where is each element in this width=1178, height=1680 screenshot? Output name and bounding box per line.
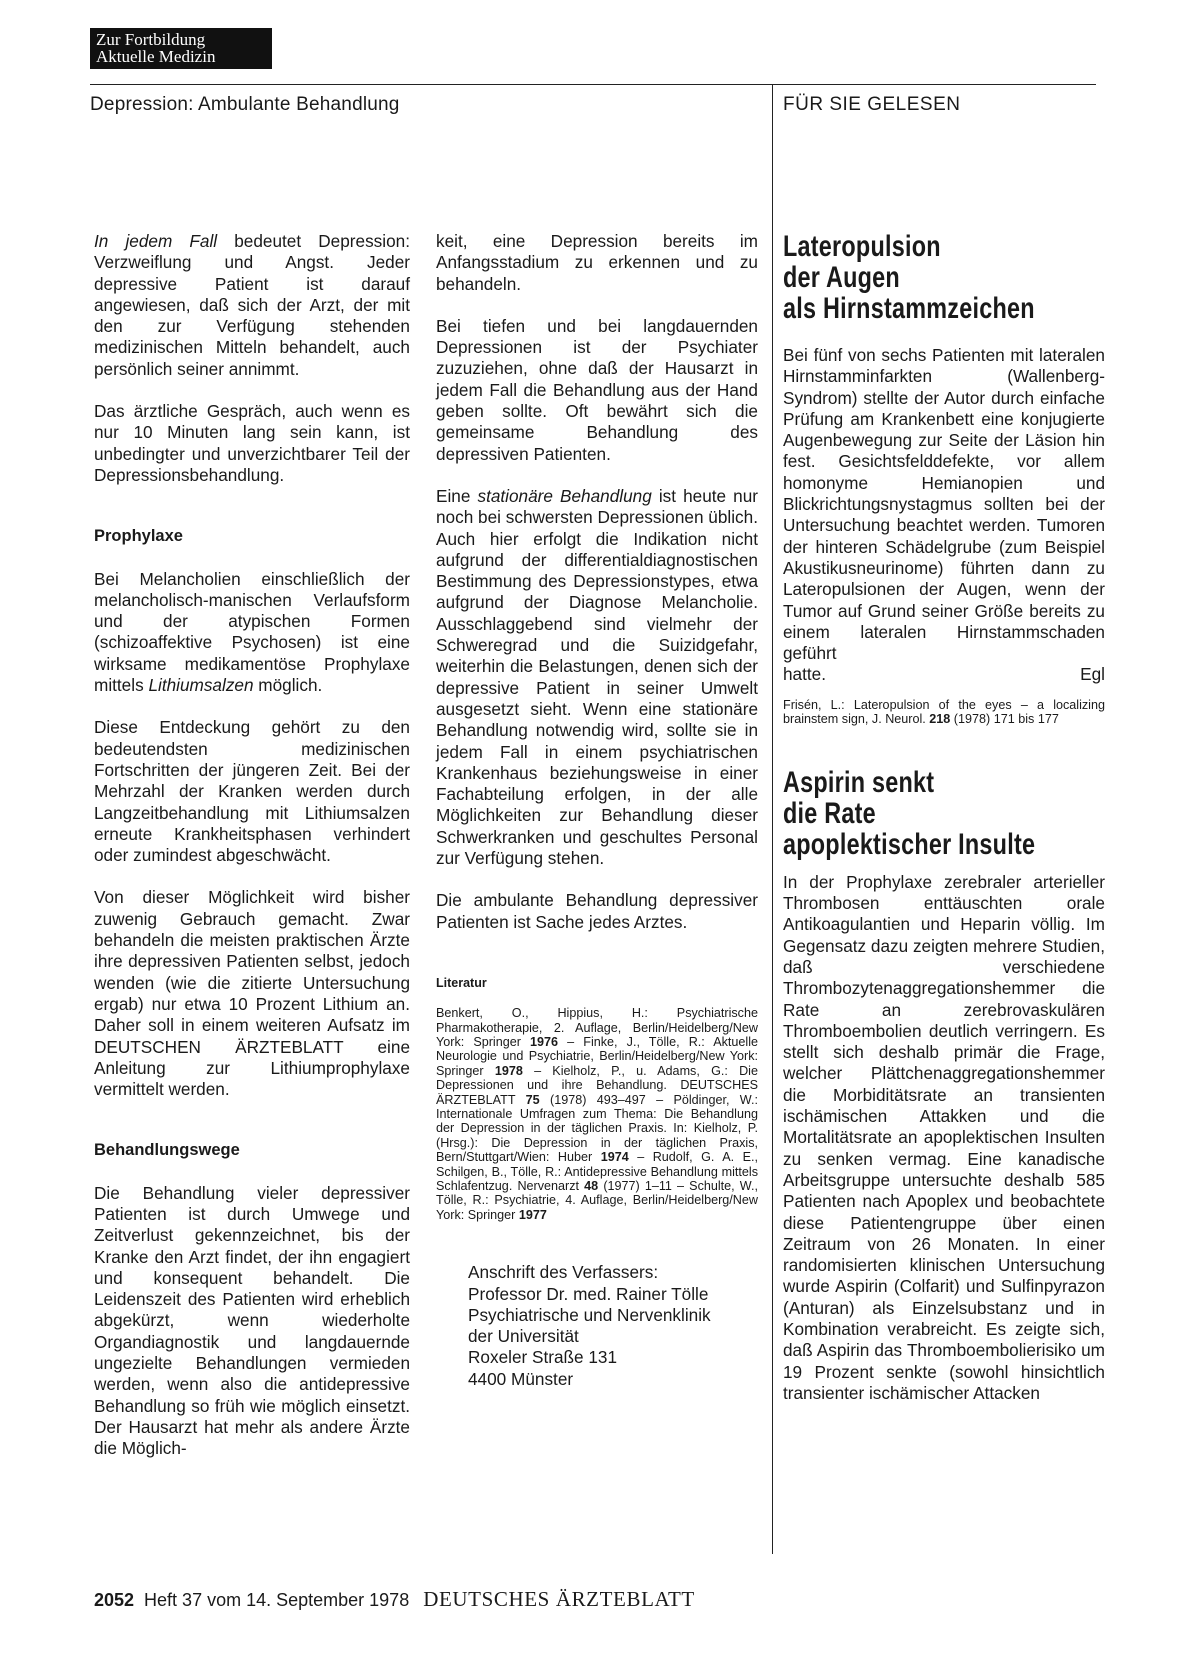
header-rule: [90, 84, 1096, 85]
text: Eine: [436, 485, 478, 506]
section-tag-line-2: Aktuelle Medizin: [96, 47, 216, 66]
page-number: 2052: [94, 1590, 135, 1610]
text: ist heute nur noch bei schwersten Depressionen üblich. Auch hier erfolgt die Indikation nicht aufgrund der differentialdiagnostischen Bestimmung des Depressionstypes, etwa aufgrund der Diagnose Melancholie. Ausschlaggebend sind vielmehr der Schweregrad und die Suizidgefahr, weiterhin die Belastungen, denen sich der depressive Patient in seiner Umwelt ausgesetzt sieht. Wenn eine stationäre Behandlung notwendig wird, sollte sie in jedem Fall in einem psychiatrischen Krankenhaus beziehungsweise in einer Fachabteilung erfolgen, in der alle Möglichkeiten zur Behandlung dieser Schwerkranken und geschultes Personal zur Verfügung stehen.: [436, 485, 758, 869]
sign-line: hatte. Egl: [783, 664, 1105, 685]
italic-term: Lithiumsalzen: [148, 675, 254, 696]
address-line: der Universität: [468, 1326, 579, 1347]
text: Bei Melancholien einschließlich der melancholisch-manischen Verlaufsform und der atypischen Formen (schizoaffektive Psychosen) ist eine wirksame medikamentöse Prophylaxe mittels: [94, 568, 410, 696]
literature-heading: Literatur: [436, 975, 487, 990]
section-tag: [90, 28, 272, 69]
headline-aspirin: Aspirin senkt die Rate apoplektischer Insulte: [783, 765, 1036, 861]
article-column-1: [94, 231, 410, 1460]
section-tag-line-1: Zur Fortbildung: [96, 30, 206, 49]
paragraph: Die ambulante Behandlung depressiver Patienten ist Sache jedes Arztes.: [436, 890, 758, 932]
subheading-prophylaxe: Prophylaxe: [94, 527, 183, 546]
paragraph: Das ärztliche Gespräch, auch wenn es nur 10 Minuten lang sein kann, ist unbedingter und unverzichtbarer Teil der Depressionsbehandlung.: [94, 401, 410, 485]
paragraph: [94, 569, 410, 697]
journal-name: DEUTSCHES ÄRZTEBLATT: [423, 1587, 695, 1611]
subheading-behandlungswege: Behandlungswege: [94, 1141, 240, 1160]
right-column-title: FÜR SIE GELESEN: [783, 94, 961, 115]
address-line: Anschrift des Verfassers:: [468, 1262, 659, 1283]
paragraph: Bei fünf von sechs Patienten mit lateralen Hirnstamminfarkten (Wallenberg-Syndrom) stellte der Autor durch einfache Prüfung am Krankenbett eine konjugierte Augenbewegung zur Seite der Läsion hin fest. Gesichtsfelddefekte, vor allem homonyme Hemianopien und Blickrichtungsnystagmus sollten bei der Untersuchung beachtet werden. Tumoren der hinteren Schädelgrube (zum Beispiel Akustikusneurinome) führten dann zu Lateropulsionen der Augen, wenn der Tumor auf Grund seiner Größe bereits zu einem lateralen Hirnstammschaden geführt: [783, 345, 1105, 664]
headline-lateropulsion: Lateropulsion der Augen als Hirnstammzeichen: [783, 230, 1035, 325]
text: möglich.: [253, 675, 323, 696]
paragraph: In der Prophylaxe zerebraler arterieller Thrombosen enttäuschten orale Antikoagulantien und Heparin völlig. Im Gegensatz dazu zeigten mehrere Studien, daß verschiedene Thrombozytenaggregationshemmer die Rate an zerebrovaskulären Thromboembolien deutlich verringern. Es stellt sich deshalb primär die Frage, welcher Plättchenaggregationshemmer die Morbiditätsrate an transienten ischämischen Attakken und die Mortalitätsrate an apoplektischen Insulten zu senken vermag. Eine kanadische Arbeitsgruppe untersuchte deshalb 585 Patienten nach Apoplex und beobachtete diese Patientengruppe über einen Zeitraum von 26 Monaten. In einer randomisierten klinischen Untersuchung wurde Aspirin (Colfarit) und Sulfinpyrazon (Anturan) als Einzelsubstanz und in Kombination verabreicht. Es zeigte sich, daß Aspirin das Thromboembolierisiko um 19 Prozent senkte (sowohl hinsichtlich transienter ischämischer Attacken: [783, 871, 1105, 1403]
paragraph: [94, 231, 410, 380]
paragraph: Diese Entdeckung gehört zu den bedeutendsten medizinischen Fortschritten der jüngeren Zeit. Bei der Mehrzahl der Kranken werden durch Langzeitbehandlung mit Lithiumsalzen erneute Krankheitsphasen verhindert oder zumindest abgeschwächt.: [94, 717, 410, 866]
address-line: Professor Dr. med. Rainer Tölle: [468, 1283, 709, 1304]
text: bedeutet Depression: Verzweiflung und Angst. Jeder depressive Patient ist darauf angewiesen, daß sich der Arzt, der mit den zur Verfügung stehenden medizinischen Mitteln behandelt, auch persönlich seiner annimmt.: [94, 231, 410, 379]
column-divider: [772, 84, 773, 1554]
author-address: [468, 1262, 758, 1390]
italic-lead: In jedem Fall: [94, 231, 218, 251]
paragraph: Die Behandlung vieler depressiver Patienten ist durch Umwege und Zeitverlust gekennzeichnet, bis der Kranke den Arzt findet, der ihn engagiert und konsequent behandelt. Die Leidenszeit des Patienten wird erheblich abgekürzt, wenn wiederholte Organdiagnostik und langdauernde ungezielte Behandlungen vermieden werden, wenn also die antidepressive Behandlung so früh wie möglich einsetzt. Der Hausarzt hat mehr als andere Ärzte die Möglich-: [94, 1182, 410, 1459]
author-initials: Egl: [1080, 664, 1105, 685]
paragraph: [436, 486, 758, 869]
paragraph: Bei tiefen und bei langdauernden Depressionen ist der Psychiater zuzuziehen, ohne daß der Hausarzt in jedem Fall die Behandlung aus der Hand geben sollte. Oft bewährt sich die gemeinsame Behandlung des depressiven Patienten.: [436, 315, 758, 464]
paragraph: keit, eine Depression bereits im Anfangsstadium zu erkennen und zu behandeln.: [436, 231, 758, 294]
article-column-2: [436, 231, 758, 1390]
article-column-3: [783, 231, 1105, 1404]
literature-list: Benkert, O., Hippius, H.: Psychiatrische Pharmakotherapie, 2. Auflage, Berlin/Heidelberg/New York: Springer 1976 – Finke, J., Tölle, R.: Aktuelle Neurologie und Psychiatrie, Berlin/Heidelberg/New York: Springer 1978 – Kielholz, P., u. Adams, G.: Die Depressionen und ihre Behandlung. DEUTSCHES ÄRZTEBLATT 75 (1978) 493–497 – Pöldinger, W.: Internationale Umfragen zum Thema: Die Behandlung der Depression in der täglichen Praxis. In: Kielholz, P. (Hrsg.): Die Depression in der täglichen Praxis, Bern/Stuttgart/Wien: Huber 1974 – Rudolf, G. A. E., Schilgen, B., Tölle, R.: Antidepressive Behandlung mittels Schlafentzug. Nervenarzt 48 (1977) 1–11 – Schulte, W., Tölle, R.: Psychiatrie, 4. Auflage, Berlin/Heidelberg/New York: Springer 1977: [436, 1006, 759, 1222]
reference: Frisén, L.: Lateropulsion of the eyes – a localizing brainstem sign, J. Neurol. 218 (1978) 171 bis 177: [783, 697, 1105, 727]
italic-term: stationäre Behandlung: [477, 485, 652, 506]
page-footer: [94, 1587, 695, 1612]
issue-info: Heft 37 vom 14. September 1978: [144, 1590, 410, 1610]
address-line: 4400 Münster: [468, 1368, 574, 1389]
paragraph: Von dieser Möglichkeit wird bisher zuwenig Gebrauch gemacht. Zwar behandeln die meisten praktischen Ärzte ihre depressiven Patienten selbst, jedoch wenden (wie die zitierte Untersuchung ergab) nur etwa 10 Prozent Lithium an. Daher soll in einem weiteren Aufsatz im DEUTSCHEN ÄRZTEBLATT eine Anleitung zur Lithiumprophylaxe vermittelt werden.: [94, 887, 410, 1100]
address-line: Roxeler Straße 131: [468, 1347, 618, 1368]
address-line: Psychiatrische und Nervenklinik: [468, 1304, 711, 1325]
running-title: Depression: Ambulante Behandlung: [90, 94, 400, 115]
